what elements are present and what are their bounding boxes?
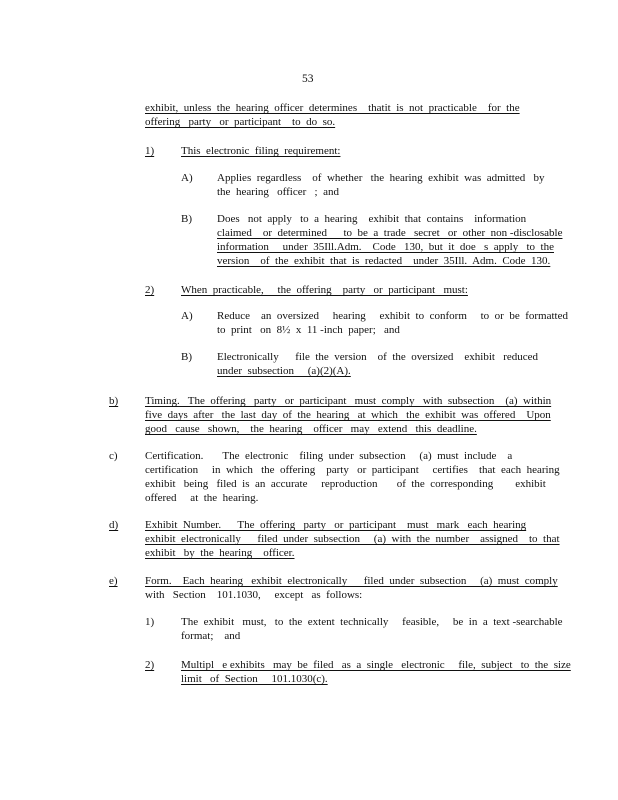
section-d-line: exhibit by the hearing officer. — [145, 547, 295, 559]
section-d-label: d) — [109, 519, 119, 531]
section-d-line: exhibit electronically filed under subsection (a) with the number assigned to that — [145, 533, 560, 545]
item-1-b-line: version of the exhibit that is redacted under 35Ill. Adm. Code 130. — [217, 255, 551, 267]
item-1-a-label: A) — [181, 172, 193, 184]
item-1-b-line: Does not apply to a hearing exhibit that contains information — [217, 213, 527, 225]
continuation-line: offering party or participant to do so. — [145, 116, 336, 128]
section-e-item-1-line: The exhibit must, to the extent technically feasible, be in a text -searchable — [181, 616, 563, 628]
item-1-b-line: information under 35Ill.Adm. Code 130, but it doe s apply to the — [217, 241, 554, 253]
item-2-b-line: under subsection (a)(2)(A). — [217, 365, 351, 377]
page-number: 53 — [302, 73, 314, 85]
section-e-label: e) — [109, 575, 118, 587]
section-c-line: Certification. The electronic filing under subsection (a) must include a — [145, 450, 513, 462]
item-1-b-line: claimed or determined to be a trade secret or other non -disclosable — [217, 227, 563, 239]
section-b-line: Timing. The offering party or participant must comply with subsection (a) within — [145, 395, 552, 407]
section-b-line: good cause shown, the hearing officer may extend this deadline. — [145, 423, 477, 435]
section-c-line: offered at the hearing. — [145, 492, 259, 504]
item-2-b-line: Electronically file the version of the oversized exhibit reduced — [217, 351, 539, 363]
section-e-item-2-line: Multipl e exhibits may be filed as a single electronic file, subject to the size — [181, 659, 571, 671]
section-e-item-1-line: format; and — [181, 630, 241, 642]
continuation-line: exhibit, unless the hearing officer determines thatit is not practicable for the — [145, 102, 520, 114]
item-1-b-label: B) — [181, 213, 192, 225]
section-e-item-2-line: limit of Section 101.1030(c). — [181, 673, 328, 685]
item-1-a-line: the hearing officer ; and — [217, 186, 339, 198]
section-e-item-2-label: 2) — [145, 659, 155, 671]
section-d-line: Exhibit Number. The offering party or participant must mark each hearing — [145, 519, 527, 531]
section-e-line: with Section 101.1030, except as follows: — [145, 589, 363, 601]
section-e-line: Form. Each hearing exhibit electronically filed under subsection (a) must comply — [145, 575, 558, 587]
item-2-a-line: Reduce an oversized hearing exhibit to conform to or be formatted — [217, 310, 568, 322]
section-c-label: c) — [109, 450, 118, 462]
section-e-item-1-label: 1) — [145, 616, 155, 628]
item-2-label: 2) — [145, 284, 155, 296]
section-c-line: certification in which the offering party or participant certifies that each hearing — [145, 464, 560, 476]
item-2-a-label: A) — [181, 310, 193, 322]
section-c-line: exhibit being filed is an accurate reproduction of the corresponding exhibit — [145, 478, 546, 490]
item-2-a-line: to print on 8½ x 11 -inch paper; and — [217, 324, 400, 336]
section-b-line: five days after the last day of the hearing at which the exhibit was offered Upon — [145, 409, 551, 421]
item-2-text: When practicable, the offering party or participant must: — [181, 284, 468, 296]
item-1-a-line: Applies regardless of whether the hearing exhibit was admitted by — [217, 172, 545, 184]
item-1-text: This electronic filing requirement: — [181, 145, 341, 157]
item-2-b-label: B) — [181, 351, 192, 363]
section-b-label: b) — [109, 395, 119, 407]
item-1-label: 1) — [145, 145, 155, 157]
